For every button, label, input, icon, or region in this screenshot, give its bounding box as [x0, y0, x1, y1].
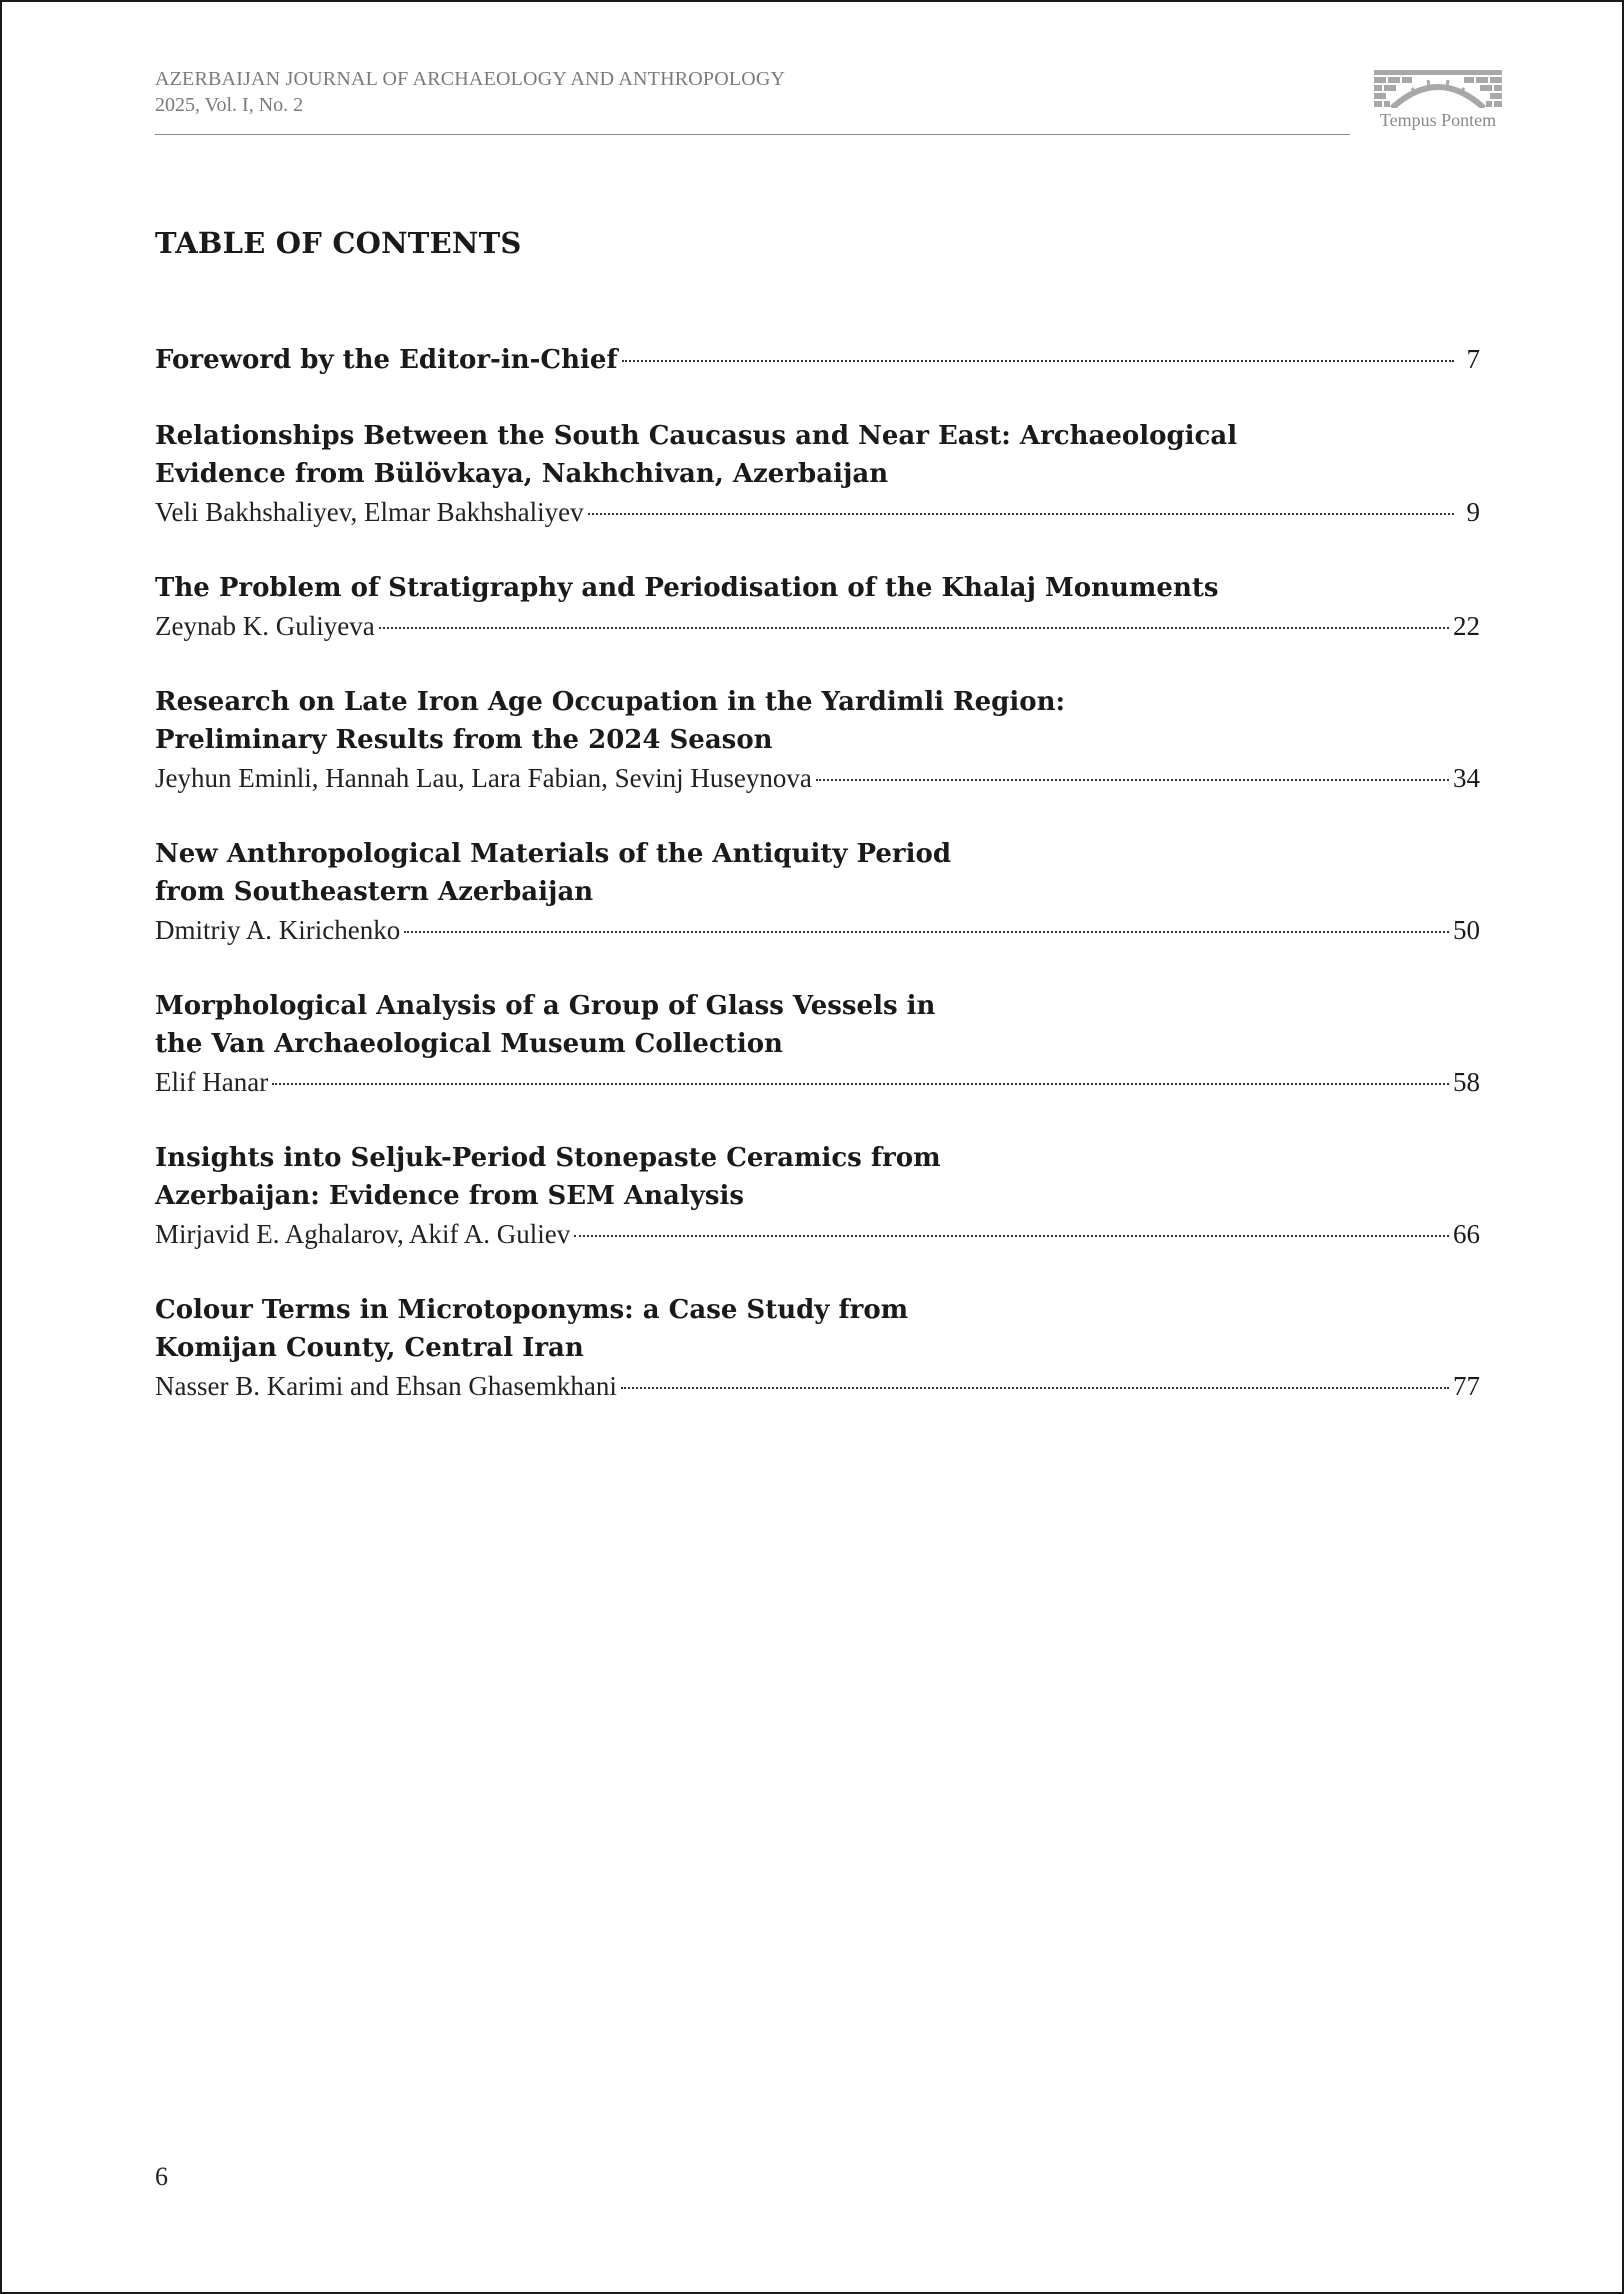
entry-authors: Elif Hanar	[155, 1067, 269, 1097]
entry-authors: Jeyhun Eminli, Hannah Lau, Lara Fabian, Sevinj Huseynova	[155, 763, 812, 793]
journal-issue: 2025, Vol. I, No. 2	[155, 94, 304, 116]
publisher-logo	[1370, 68, 1506, 136]
entry-author-line	[155, 1063, 1480, 1101]
bridge-logo-icon	[1372, 68, 1504, 108]
entry-title: Insights into Seljuk-Period Stonepaste Ceramics from	[155, 1143, 941, 1173]
entry-page-number: 58	[1453, 1067, 1480, 1097]
entry-page-number: 50	[1453, 915, 1480, 945]
entry-authors: Zeynab K. Guliyeva	[155, 611, 375, 641]
entry-author-line	[155, 759, 1480, 797]
entry-page-number: 77	[1453, 1371, 1480, 1401]
entry-author-line	[155, 607, 1480, 645]
entry-title: Colour Terms in Microtoponyms: a Case Study from	[155, 1295, 909, 1325]
entry-title: Preliminary Results from the 2024 Season	[155, 725, 773, 755]
entry-authors: Mirjavid E. Aghalarov, Akif A. Guliev	[155, 1219, 571, 1249]
page-number: 6	[155, 2162, 168, 2191]
toc-entry	[155, 987, 1480, 1101]
entry-title: Foreword by the Editor-in-Chief	[155, 345, 618, 375]
toc-entry	[155, 835, 1480, 949]
dot-leader	[816, 779, 1449, 781]
table-of-contents	[155, 340, 1480, 1443]
dot-leader	[272, 1083, 1449, 1085]
entry-title: Morphological Analysis of a Group of Glass Vessels in	[155, 991, 936, 1021]
dot-leader	[404, 931, 1449, 933]
dot-leader	[588, 513, 1454, 515]
entry-title: The Problem of Stratigraphy and Periodisation of the Khalaj Monuments	[155, 573, 1219, 603]
toc-entry	[155, 1139, 1480, 1253]
entry-authors: Veli Bakhshaliyev, Elmar Bakhshaliyev	[155, 497, 584, 527]
journal-name: AZERBAIJAN JOURNAL OF ARCHAEOLOGY AND ANTHROPOLOGY	[155, 68, 786, 90]
entry-author-line	[155, 1215, 1480, 1253]
entry-page-number: 9	[1466, 497, 1480, 527]
entry-author-line	[155, 493, 1480, 531]
entry-title: the Van Archaeological Museum Collection	[155, 1029, 783, 1059]
entry-author-line	[155, 1367, 1480, 1405]
toc-entry	[155, 340, 1480, 379]
entry-title: Azerbaijan: Evidence from SEM Analysis	[155, 1181, 745, 1211]
entry-page-number: 7	[1466, 344, 1480, 374]
toc-entry	[155, 417, 1480, 531]
dot-leader	[621, 1387, 1449, 1389]
toc-entry	[155, 1291, 1480, 1405]
entry-page-number: 66	[1453, 1219, 1480, 1249]
entry-title-line	[155, 340, 1480, 379]
entry-title: Komijan County, Central Iran	[155, 1333, 584, 1363]
dot-leader	[574, 1235, 1449, 1237]
dot-leader	[622, 360, 1454, 362]
publisher-name: Tempus Pontem	[1379, 110, 1497, 130]
entry-authors: Dmitriy A. Kirichenko	[155, 915, 401, 945]
entry-page-number: 22	[1453, 611, 1480, 641]
entry-title: Relationships Between the South Caucasus and Near East: Archaeological	[155, 421, 1238, 451]
toc-entry	[155, 683, 1480, 797]
toc-entry	[155, 569, 1480, 645]
running-header	[155, 66, 1350, 135]
dot-leader	[379, 627, 1449, 629]
entry-author-line	[155, 911, 1480, 949]
toc-heading: TABLE OF CONTENTS	[155, 226, 522, 260]
entry-title: New Anthropological Materials of the Antiquity Period	[155, 839, 952, 869]
entry-title: from Southeastern Azerbaijan	[155, 877, 594, 907]
entry-title: Evidence from Bülövkaya, Nakhchivan, Azerbaijan	[155, 459, 889, 489]
entry-page-number: 34	[1453, 763, 1480, 793]
entry-title: Research on Late Iron Age Occupation in the Yardimli Region:	[155, 687, 1066, 717]
entry-authors: Nasser B. Karimi and Ehsan Ghasemkhani	[155, 1371, 617, 1401]
